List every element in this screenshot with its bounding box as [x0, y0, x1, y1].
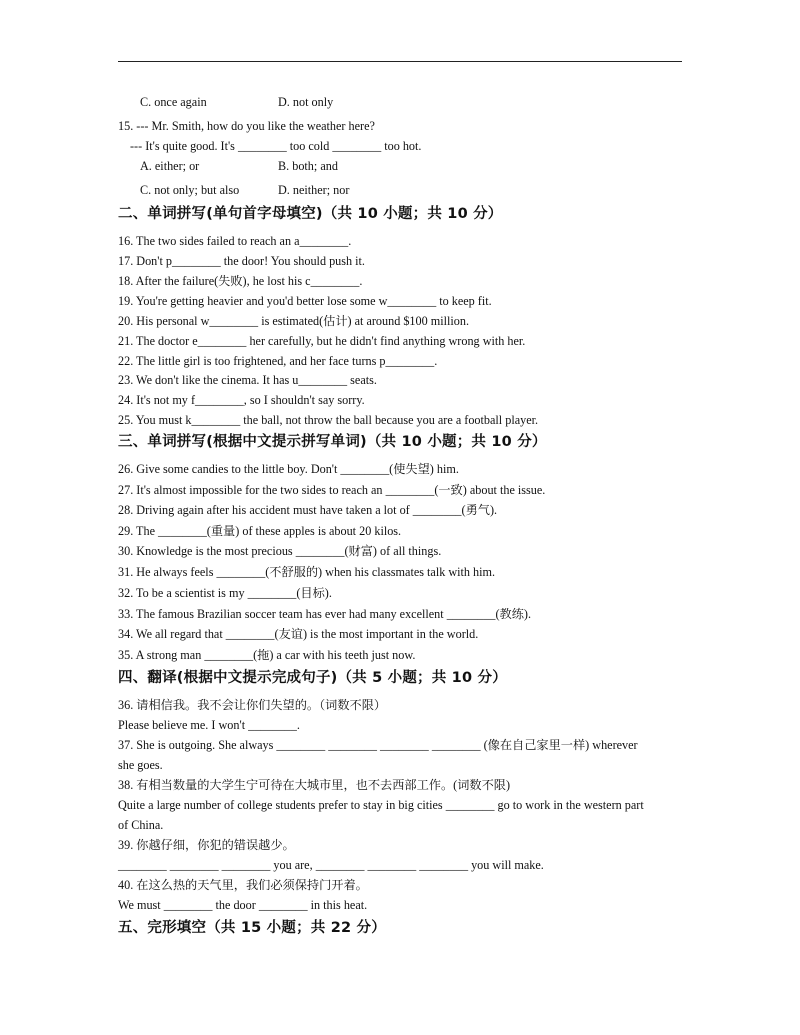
list-item: 18. After the failure(失败), he lost his c________.	[118, 274, 363, 288]
list-item: 23. We don't like the cinema. It has u________ seats.	[118, 373, 377, 387]
list-item: she goes.	[118, 758, 163, 772]
list-item: Please believe me. I won't ________.	[118, 718, 300, 732]
section2-title: 二、单词拼写(单句首字母填空)（共 10 小题；共 10 分）	[118, 206, 503, 222]
list-item: 17. Don't p________ the door! You should push it.	[118, 254, 365, 268]
q15-question: 15. --- Mr. Smith, how do you like the weather here?	[118, 119, 375, 133]
list-item: 27. It's almost impossible for the two sides to reach an ________(一致) about the issue.	[118, 483, 546, 497]
list-item: 28. Driving again after his accident must have taken a lot of ________(勇气).	[118, 503, 498, 517]
list-item: 24. It's not my f________, so I shouldn't say sorry.	[118, 393, 365, 407]
list-item: 21. The doctor e________ her carefully, but he didn't find anything wrong with her.	[118, 334, 526, 348]
q15-option-a: A. either; or	[140, 159, 200, 173]
list-item: 30. Knowledge is the most precious ________(财富) of all things.	[118, 544, 442, 558]
list-item: 16. The two sides failed to reach an a________.	[118, 234, 352, 248]
list-item: 32. To be a scientist is my ________(目标).	[118, 586, 332, 600]
list-item: Quite a large number of college students prefer to stay in big cities ________ go to work in the western part	[118, 798, 644, 812]
list-item: 36. 请相信我。我不会让你们失望的。（词数不限）	[118, 698, 387, 712]
section3-title: 三、单词拼写(根据中文提示拼写单词)（共 10 小题；共 10 分）	[118, 434, 547, 450]
section5-title: 五、完形填空（共 15 小题；共 22 分）	[118, 920, 386, 936]
section4-title: 四、翻译(根据中文提示完成句子)（共 5 小题；共 10 分）	[118, 670, 507, 686]
list-item: 22. The little girl is too frightened, and her face turns p________.	[118, 354, 438, 368]
q15-response: --- It's quite good. It's ________ too cold ________ too hot.	[130, 139, 422, 153]
list-item: We must ________ the door ________ in this heat.	[118, 898, 368, 912]
list-item: 25. You must k________ the ball, not throw the ball because you are a football player.	[118, 413, 539, 427]
header-rule	[118, 61, 682, 62]
q14-option-c: C. once again	[140, 95, 207, 109]
list-item: 39. 你越仔细，你犯的错误越少。	[118, 838, 295, 852]
list-item: 38. 有相当数量的大学生宁可待在大城市里，也不去西部工作。(词数不限)	[118, 778, 511, 792]
list-item: ________ ________ ________ you are, ________ ________ ________ you will make.	[118, 858, 544, 872]
list-item: 29. The ________(重量) of these apples is about 20 kilos.	[118, 524, 402, 538]
q15-option-d: D. neither; nor	[278, 183, 350, 197]
q15-option-b: B. both; and	[278, 159, 338, 173]
list-item: 35. A strong man ________(拖) a car with his teeth just now.	[118, 648, 416, 662]
list-item: 31. He always feels ________(不舒服的) when his classmates talk with him.	[118, 565, 496, 579]
q14-option-d: D. not only	[278, 95, 334, 109]
list-item: of China.	[118, 818, 164, 832]
list-item: 20. His personal w________ is estimated(估计) at around $100 million.	[118, 314, 470, 328]
list-item: 34. We all regard that ________(友谊) is the most important in the world.	[118, 627, 479, 641]
list-item: 37. She is outgoing. She always ________ ________ ________ ________ (像在自己家里一样) wherever	[118, 738, 638, 752]
list-item: 19. You're getting heavier and you'd better lose some w________ to keep fit.	[118, 294, 492, 308]
list-item: 26. Give some candies to the little boy. Don't ________(使失望) him.	[118, 462, 459, 476]
list-item: 33. The famous Brazilian soccer team has ever had many excellent ________(教练).	[118, 607, 531, 621]
list-item: 40. 在这么热的天气里，我们必须保持门开着。	[118, 878, 368, 892]
q15-option-c: C. not only; but also	[140, 183, 240, 197]
